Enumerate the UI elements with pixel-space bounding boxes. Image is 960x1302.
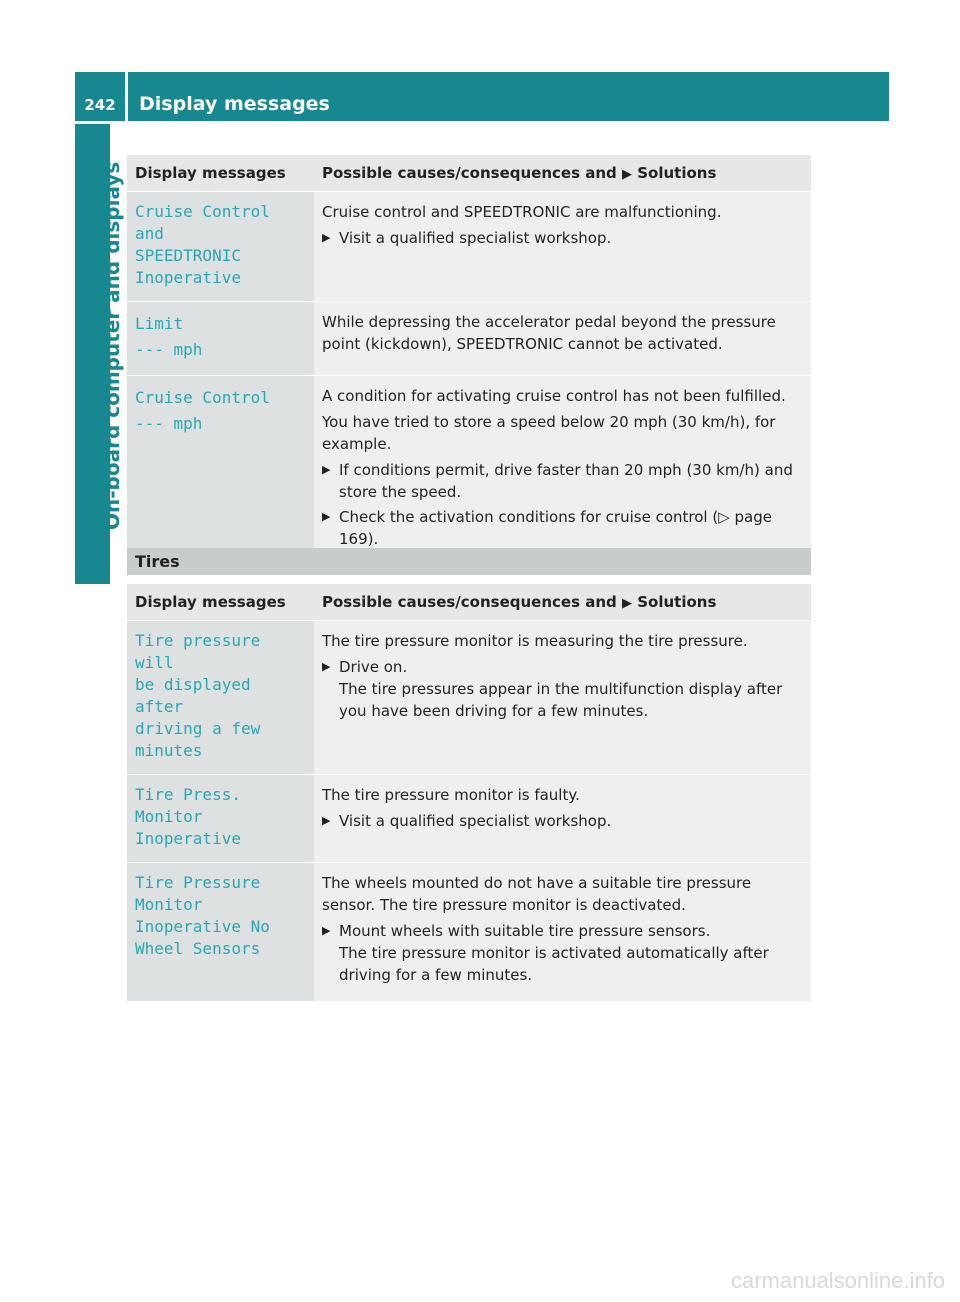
solution-cell: The tire pressure monitor is measuring the tire pressure. ▶ Drive on. The tire pressures appear in the multifunction display after you have been driving for a few minutes. [314, 621, 811, 775]
col-header-messages: Display messages [127, 155, 314, 192]
display-message-cell [127, 302, 314, 376]
solution-cell: A condition for activating cruise control has not been fulfilled. You have tried to store a speed below 20 mph (30 km/h), for example. ▶ If conditions permit, drive faster than 20 mph (30 km/h) and store the speed. ▶ Check the activation conditions for cruise control (▷ page 169). [314, 376, 811, 566]
display-message: Cruise Control and SPEEDTRONIC Inoperative [135, 202, 270, 287]
display-message: Limit --- mph [135, 314, 203, 359]
display-message-cell [127, 376, 314, 566]
solution-arrow-icon: ▶ [622, 167, 633, 182]
display-messages-table [127, 155, 811, 566]
solution-arrow-icon: ▶ [622, 596, 633, 611]
header-title: Display messages [128, 72, 889, 121]
table-row [127, 863, 811, 1002]
display-message: Cruise Control --- mph [135, 388, 270, 433]
table-row [127, 192, 811, 302]
watermark: carmanualsonline.info [730, 1268, 945, 1293]
action-arrow-icon: ▶ [322, 463, 331, 476]
display-message-cell [127, 863, 314, 1002]
display-message: Tire pressure will be displayed after driving a few minutes [135, 631, 261, 760]
page-number: 242 [75, 72, 125, 121]
table-header-row [127, 155, 811, 192]
action-item: ▶ If conditions permit, drive faster than 20 mph (30 km/h) and store the speed. [322, 461, 793, 501]
display-message: Tire Press. Monitor Inoperative [135, 785, 241, 848]
action-arrow-icon: ▶ [322, 814, 331, 827]
solution-cell: The tire pressure monitor is faulty. ▶ Visit a qualified specialist workshop. [314, 775, 811, 863]
action-arrow-icon: ▶ [322, 924, 331, 937]
action-item: ▶ Mount wheels with suitable tire pressure sensors. The tire pressure monitor is activated automatically after driving for a few minutes. [322, 922, 769, 984]
action-item: ▶ Visit a qualified specialist workshop. [322, 812, 612, 830]
action-arrow-icon: ▶ [322, 660, 331, 673]
col-header-causes: Possible causes/consequences and ▶ Solutions [314, 155, 811, 192]
action-item: ▶ Visit a qualified specialist workshop. [322, 229, 612, 247]
display-message: Tire Pressure Monitor Inoperative No Wheel Sensors [135, 873, 270, 958]
display-message-cell [127, 775, 314, 863]
solution-cell: While depressing the accelerator pedal beyond the pressure point (kickdown), SPEEDTRONIC cannot be activated. [314, 302, 811, 376]
display-message-cell [127, 621, 314, 775]
section-title-tires: Tires [127, 548, 811, 575]
solution-cell: The wheels mounted do not have a suitable tire pressure sensor. The tire pressure monitor is deactivated. ▶ Mount wheels with suitable tire pressure sensors. The tire pressure monitor is activated automatically after driving for a few minutes. [314, 863, 811, 1002]
page-header [75, 72, 889, 121]
table-row [127, 621, 811, 775]
action-arrow-icon: ▶ [322, 510, 331, 523]
table-row [127, 775, 811, 863]
tires-messages-table [127, 584, 811, 1002]
col-header-messages: Display messages [127, 584, 314, 621]
action-item: ▶ Drive on. The tire pressures appear in the multifunction display after you have been driving for a few minutes. [322, 658, 783, 720]
table-row [127, 302, 811, 376]
table-header-row [127, 584, 811, 621]
side-chapter-label: On-board computer and displays [100, 161, 124, 530]
action-arrow-icon: ▶ [322, 231, 331, 244]
table-row [127, 376, 811, 566]
col-header-causes: Possible causes/consequences and ▶ Solutions [314, 584, 811, 621]
solution-cell: Cruise control and SPEEDTRONIC are malfunctioning. ▶ Visit a qualified specialist workshop. [314, 192, 811, 302]
display-message-cell [127, 192, 314, 302]
action-item: ▶ Check the activation conditions for cruise control (▷ page 169). [322, 508, 772, 548]
